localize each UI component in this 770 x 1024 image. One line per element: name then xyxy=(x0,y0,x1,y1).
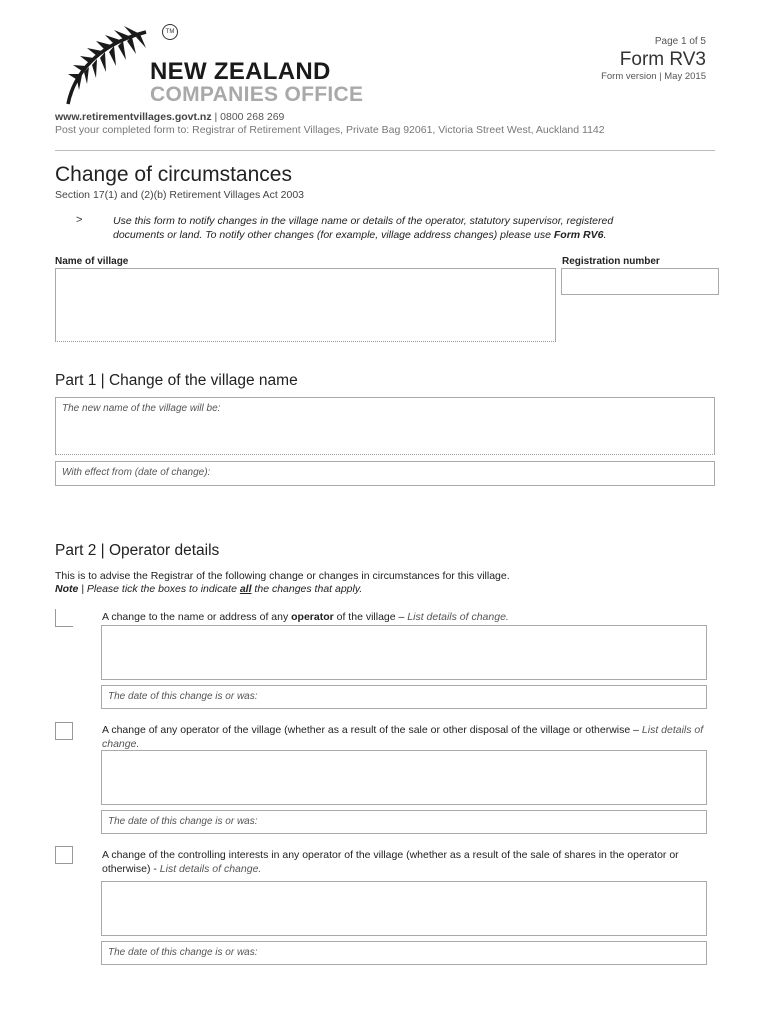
bullet-icon: > xyxy=(76,214,83,226)
controlling-interest-label: A change of the controlling interests in any operator of the village (whether as a result of the sale of shares in the operator or otherwise) - List details of change. xyxy=(102,849,679,875)
controlling-interest-date-placeholder: The date of this change is or was: xyxy=(108,947,258,958)
operator-change-date-field[interactable] xyxy=(101,810,707,834)
effect-date-field[interactable] xyxy=(55,461,715,486)
name-of-village-label: Name of village xyxy=(55,256,129,267)
controlling-interest-details-field[interactable] xyxy=(101,881,707,936)
brand-name: NEW ZEALAND xyxy=(150,58,331,85)
part2-note: Note | Please tick the boxes to indicate all the changes that apply. xyxy=(55,583,363,595)
operator-change-date-placeholder: The date of this change is or was: xyxy=(108,816,258,827)
website-link[interactable]: www.retirementvillages.govt.nz xyxy=(55,111,212,123)
page-indicator: Page 1 of 5 xyxy=(654,36,706,47)
operator-change-checkbox[interactable] xyxy=(55,722,73,740)
header-divider xyxy=(55,150,715,151)
registration-number-field[interactable] xyxy=(561,268,719,295)
part2-heading: Part 2 | Operator details xyxy=(55,542,220,559)
registration-number-label: Registration number xyxy=(562,256,660,267)
form-code: Form RV3 xyxy=(619,49,706,70)
phone-number: | 0800 268 269 xyxy=(214,111,285,123)
operator-name-change-checkbox[interactable] xyxy=(55,609,73,627)
controlling-interest-checkbox[interactable] xyxy=(55,846,73,864)
post-address: Post your completed form to: Registrar of Retirement Villages, Private Bag 92061, Victoria Street West, Auckland 1142 xyxy=(55,124,605,136)
operator-change-details-field[interactable] xyxy=(101,750,707,805)
new-village-name-placeholder: The new name of the village will be: xyxy=(62,403,221,414)
page-subtitle: Section 17(1) and (2)(b) Retirement Villages Act 2003 xyxy=(55,189,305,201)
operator-change-label: A change of any operator of the village (whether as a result of the sale or other disposal of the village or otherwise – List details of change. xyxy=(102,724,704,750)
operator-name-change-date-placeholder: The date of this change is or was: xyxy=(108,691,258,702)
operator-name-change-details-field[interactable] xyxy=(101,625,707,680)
new-village-name-field[interactable] xyxy=(55,397,715,455)
name-of-village-field[interactable] xyxy=(55,268,556,342)
form-version: Form version | May 2015 xyxy=(601,71,706,82)
operator-name-change-label: A change to the name or address of any operator of the village – List details of change. xyxy=(102,611,509,623)
operator-name-change-date-field[interactable] xyxy=(101,685,707,709)
trademark-icon: TM xyxy=(162,24,178,40)
part1-heading: Part 1 | Change of the village name xyxy=(55,372,298,389)
part2-advice: This is to advise the Registrar of the following change or changes in circumstances for this village. xyxy=(55,570,510,582)
intro-text: Use this form to notify changes in the village name or details of the operator, statutory supervisor, registered documents or land. To notify other changes (for example, village address changes) please use Form RV6. xyxy=(113,215,614,241)
page-title: Change of circumstances xyxy=(55,163,292,186)
fern-logo-icon xyxy=(60,22,150,108)
effect-date-placeholder: With effect from (date of change): xyxy=(62,467,211,478)
brand-subname: COMPANIES OFFICE xyxy=(150,83,364,106)
controlling-interest-date-field[interactable] xyxy=(101,941,707,965)
contact-line xyxy=(55,111,284,123)
form-rv6-ref: Form RV6 xyxy=(553,229,604,241)
